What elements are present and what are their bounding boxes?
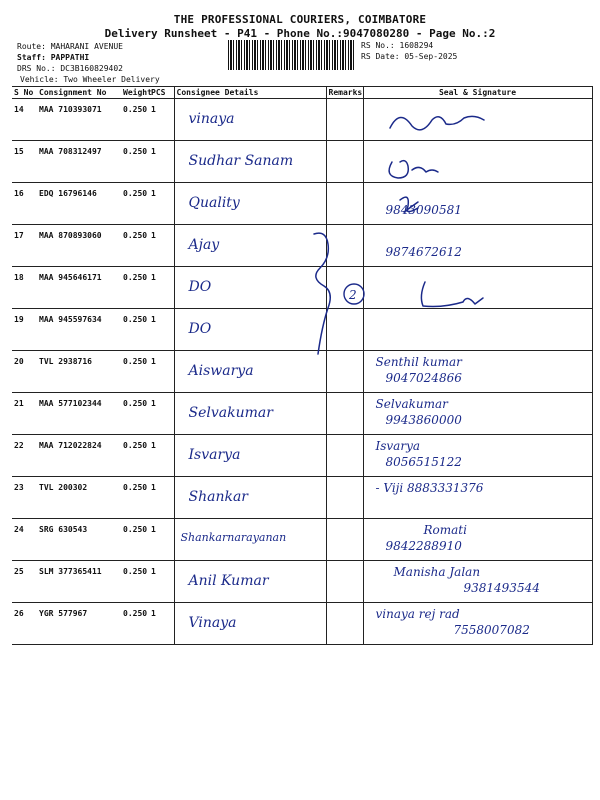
signature-text: vinaya rej rad bbox=[375, 607, 460, 621]
cell-signature bbox=[363, 477, 592, 519]
cell-pcs: 1 bbox=[149, 309, 174, 351]
cell-consignment: MAA 945646171 bbox=[37, 267, 121, 309]
col-consignee: Consignee Details bbox=[174, 87, 326, 99]
cell-sno: 15 bbox=[12, 141, 37, 183]
col-pcs: PCS bbox=[149, 87, 174, 99]
cell-remarks bbox=[326, 225, 363, 267]
cell-consignee bbox=[174, 477, 326, 519]
cell-remarks bbox=[326, 435, 363, 477]
col-weight: Weight bbox=[123, 88, 152, 97]
signature-phone: 9943860000 bbox=[385, 413, 462, 427]
table-row bbox=[12, 561, 592, 603]
cell-signature bbox=[363, 603, 592, 645]
cell-sno: 24 bbox=[12, 519, 37, 561]
consignee-handwriting: DO bbox=[188, 279, 212, 295]
signature-phone: 8056515122 bbox=[385, 455, 462, 469]
cell-weight: 0.250 bbox=[121, 225, 149, 267]
signature-text: Isvarya bbox=[375, 439, 421, 453]
cell-weight: 0.250 bbox=[121, 309, 149, 351]
cell-weight: 0.250 bbox=[121, 99, 149, 141]
cell-sno: 18 bbox=[12, 267, 37, 309]
cell-pcs: 1 bbox=[149, 519, 174, 561]
signature-text: Romati bbox=[423, 523, 467, 537]
signature-text: Senthil kumar bbox=[375, 355, 462, 369]
cell-signature bbox=[363, 267, 592, 309]
cell-sno: 21 bbox=[12, 393, 37, 435]
cell-consignment: YGR 577967 bbox=[37, 603, 121, 645]
drs-number: DRS No.: DC3B160829402 bbox=[17, 64, 123, 73]
cell-signature bbox=[363, 225, 592, 267]
barcode bbox=[228, 40, 356, 70]
cell-remarks bbox=[326, 351, 363, 393]
cell-remarks bbox=[326, 519, 363, 561]
table-row bbox=[12, 351, 592, 393]
circled-number: 2 bbox=[349, 288, 357, 302]
cell-pcs: 1 bbox=[149, 225, 174, 267]
cell-sno: 16 bbox=[12, 183, 37, 225]
runsheet-table bbox=[12, 86, 593, 645]
signature-phone: 9843090581 bbox=[385, 203, 462, 217]
cell-sno: 22 bbox=[12, 435, 37, 477]
cell-pcs: 1 bbox=[149, 141, 174, 183]
table-row bbox=[12, 393, 592, 435]
cell-weight: 0.250 bbox=[121, 141, 149, 183]
consignee-handwriting: Vinaya bbox=[188, 615, 237, 631]
consignee-handwriting: DO bbox=[188, 321, 212, 337]
cell-consignment: SLM 377365411 bbox=[37, 561, 121, 603]
signature-phone: 7558007082 bbox=[453, 623, 530, 637]
cell-remarks bbox=[326, 603, 363, 645]
cell-remarks bbox=[326, 561, 363, 603]
cell-sno: 25 bbox=[12, 561, 37, 603]
consignee-handwriting: vinaya bbox=[188, 111, 235, 127]
table-row bbox=[12, 519, 592, 561]
table-row bbox=[12, 435, 592, 477]
cell-pcs: 1 bbox=[149, 393, 174, 435]
col-consignment: Consignment No bbox=[37, 87, 121, 99]
cell-consignment: MAA 708312497 bbox=[37, 141, 121, 183]
cell-sno: 17 bbox=[12, 225, 37, 267]
cell-weight: 0.250 bbox=[121, 603, 149, 645]
table-row bbox=[12, 141, 592, 183]
cell-consignee bbox=[174, 99, 326, 141]
signature-phone: 9874672612 bbox=[385, 245, 462, 259]
cell-pcs: 1 bbox=[149, 435, 174, 477]
rs-date: RS Date: 05-Sep-2025 bbox=[361, 52, 458, 61]
cell-weight: 0.250 bbox=[121, 435, 149, 477]
cell-consignee bbox=[174, 183, 326, 225]
cell-consignee bbox=[174, 603, 326, 645]
table-header-row bbox=[12, 87, 592, 99]
cell-consignment: EDQ 16796146 bbox=[37, 183, 121, 225]
cell-remarks bbox=[326, 393, 363, 435]
cell-consignment: TVL 2938716 bbox=[37, 351, 121, 393]
table-row bbox=[12, 183, 592, 225]
cell-pcs: 1 bbox=[149, 477, 174, 519]
cell-consignee bbox=[174, 519, 326, 561]
cell-signature bbox=[363, 183, 592, 225]
cell-weight: 0.250 bbox=[121, 561, 149, 603]
cell-remarks bbox=[326, 99, 363, 141]
cell-consignment: MAA 870893060 bbox=[37, 225, 121, 267]
cell-pcs: 1 bbox=[149, 267, 174, 309]
cell-pcs: 1 bbox=[149, 183, 174, 225]
cell-consignee bbox=[174, 309, 326, 351]
cell-pcs: 1 bbox=[149, 561, 174, 603]
staff-label: Staff: PAPPATHI bbox=[17, 53, 90, 62]
cell-consignment: MAA 710393071 bbox=[37, 99, 121, 141]
cell-weight: 0.250 bbox=[121, 267, 149, 309]
consignee-handwriting: Shankar bbox=[188, 489, 248, 505]
consignee-handwriting: Ajay bbox=[188, 237, 220, 253]
cell-consignee bbox=[174, 225, 326, 267]
cell-weight: 0.250 bbox=[121, 477, 149, 519]
cell-consignee bbox=[174, 267, 326, 309]
consignee-handwriting: Anil Kumar bbox=[188, 573, 269, 589]
signature-phone: 9842288910 bbox=[385, 539, 462, 553]
runsheet-title: Delivery Runsheet - P41 - Phone No.:9047080280 - Page No.:2 bbox=[104, 27, 496, 40]
cell-consignment: MAA 945597634 bbox=[37, 309, 121, 351]
cell-consignment: TVL 200302 bbox=[37, 477, 121, 519]
consignee-handwriting: Aiswarya bbox=[188, 363, 254, 379]
cell-sno: 23 bbox=[12, 477, 37, 519]
cell-remarks bbox=[326, 183, 363, 225]
col-signature: Seal & Signature bbox=[363, 87, 592, 99]
cell-remarks bbox=[326, 141, 363, 183]
cell-signature bbox=[363, 351, 592, 393]
cell-signature bbox=[363, 435, 592, 477]
cell-signature bbox=[363, 561, 592, 603]
cell-signature bbox=[363, 519, 592, 561]
cell-remarks bbox=[326, 477, 363, 519]
cell-consignment: MAA 712022824 bbox=[37, 435, 121, 477]
table-row bbox=[12, 99, 592, 141]
table-row bbox=[12, 309, 592, 351]
cell-signature bbox=[363, 393, 592, 435]
cell-weight: 0.250 bbox=[121, 519, 149, 561]
cell-pcs: 1 bbox=[149, 99, 174, 141]
cell-consignee bbox=[174, 393, 326, 435]
consignee-handwriting: Shankarnarayanan bbox=[180, 531, 287, 544]
consignee-handwriting: Isvarya bbox=[188, 447, 241, 463]
cell-consignee bbox=[174, 561, 326, 603]
cell-signature bbox=[363, 141, 592, 183]
table-row bbox=[12, 477, 592, 519]
consignee-handwriting: Quality bbox=[188, 195, 240, 211]
cell-sno: 26 bbox=[12, 603, 37, 645]
cell-sno: 19 bbox=[12, 309, 37, 351]
cell-consignment: MAA 577102344 bbox=[37, 393, 121, 435]
col-remarks: Remarks bbox=[326, 87, 363, 99]
signature-phone: 9381493544 bbox=[463, 581, 540, 595]
cell-sno: 20 bbox=[12, 351, 37, 393]
cell-sno: 14 bbox=[12, 99, 37, 141]
consignee-handwriting: Selvakumar bbox=[188, 405, 273, 421]
cell-weight: 0.250 bbox=[121, 351, 149, 393]
col-sno: S No bbox=[12, 87, 37, 99]
cell-pcs: 1 bbox=[149, 603, 174, 645]
cell-signature bbox=[363, 309, 592, 351]
signature-text: - Viji 8883331376 bbox=[375, 481, 484, 495]
cell-remarks bbox=[326, 267, 363, 309]
table-row bbox=[12, 225, 592, 267]
cell-consignee bbox=[174, 435, 326, 477]
table-row bbox=[12, 603, 592, 645]
cell-remarks bbox=[326, 309, 363, 351]
cell-pcs: 1 bbox=[149, 351, 174, 393]
signature-text: Selvakumar bbox=[375, 397, 448, 411]
company-name: THE PROFESSIONAL COURIERS, COIMBATORE bbox=[173, 13, 427, 26]
signature-phone: 9047024866 bbox=[385, 371, 462, 385]
cell-consignee bbox=[174, 351, 326, 393]
cell-consignee bbox=[174, 141, 326, 183]
cell-consignment: SRG 630543 bbox=[37, 519, 121, 561]
rs-number: RS No.: 1608294 bbox=[361, 41, 434, 50]
cell-weight: 0.250 bbox=[121, 183, 149, 225]
signature-text: Manisha Jalan bbox=[393, 565, 481, 579]
route-label: Route: MAHARANI AVENUE bbox=[17, 42, 123, 51]
table-row bbox=[12, 267, 592, 309]
cell-signature bbox=[363, 99, 592, 141]
cell-weight: 0.250 bbox=[121, 393, 149, 435]
consignee-handwriting: Sudhar Sanam bbox=[188, 153, 294, 169]
vehicle-label: Vehicle: Two Wheeler Delivery bbox=[20, 75, 160, 84]
